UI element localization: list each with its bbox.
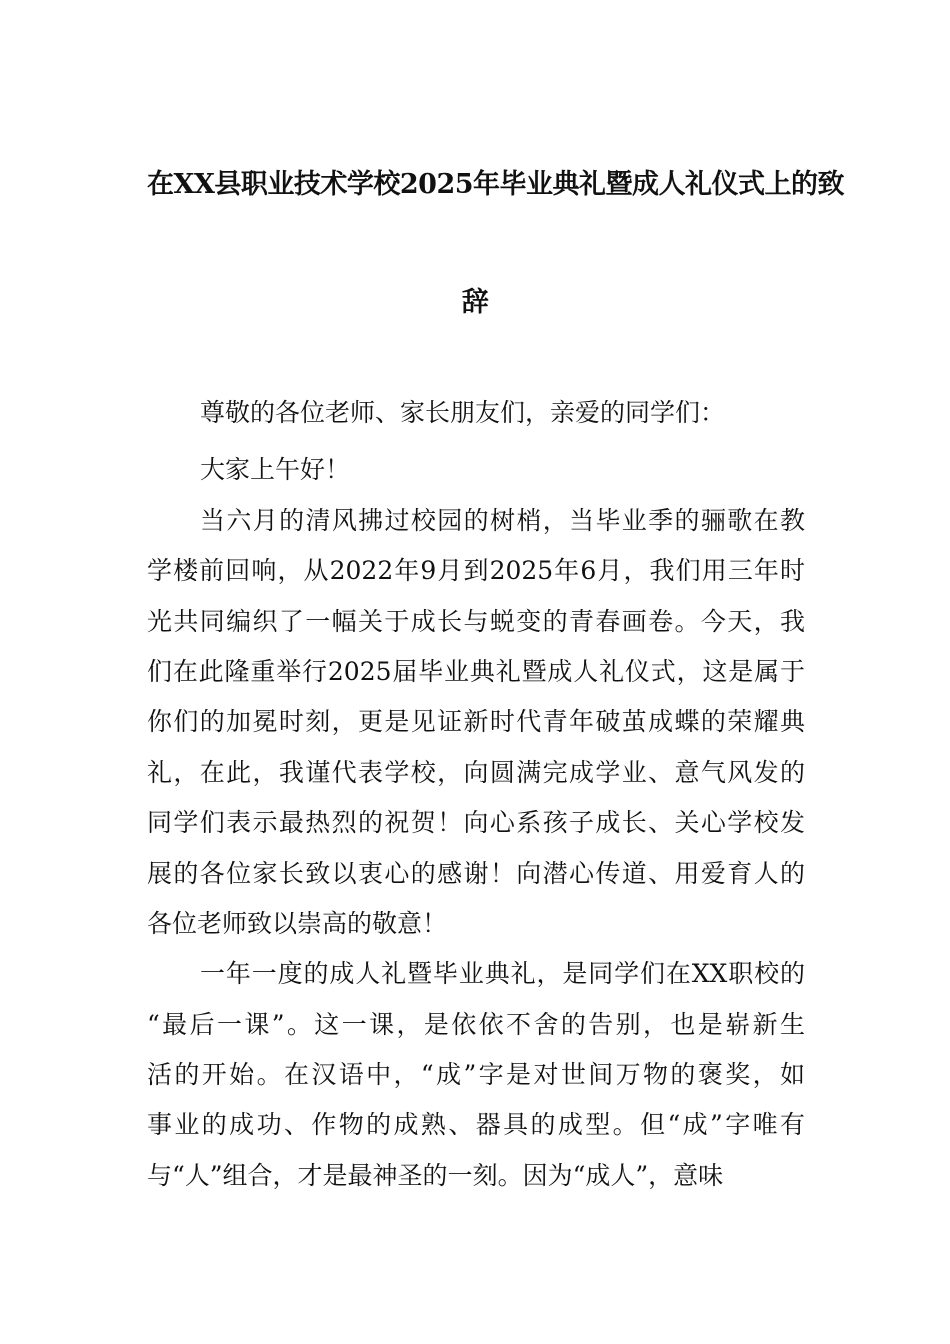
- text-line: 学楼前回响，从2022年9月到2025年6月，我们用三年时: [147, 556, 805, 586]
- paragraph: [147, 496, 805, 950]
- text-line: 光共同编织了一幅关于成长与蜕变的青春画卷。今天，我: [147, 606, 805, 636]
- text-line: 尊敬的各位老师、家长朋友们，亲爱的同学们：: [200, 398, 726, 427]
- text-line: 大家上午好！: [200, 455, 351, 485]
- text-line: 一年一度的成人礼暨毕业典礼，是同学们在XX职校的: [200, 959, 805, 989]
- greeting: [147, 445, 805, 495]
- text-line: 与“人”组合，才是最神圣的一刻。因为“成人”，意味: [147, 1160, 724, 1190]
- document-title-continued: 辞: [461, 287, 489, 318]
- text-line: 你们的加冕时刻，更是见证新时代青年破茧成蝶的荣耀典: [147, 707, 805, 737]
- text-line: 活的开始。在汉语中，“成”字是对世间万物的褒奖，如: [147, 1060, 805, 1090]
- document-body: [147, 388, 805, 1201]
- salutation: [147, 388, 805, 438]
- text-line: 们在此隆重举行2025届毕业典礼暨成人礼仪式，这是属于: [147, 656, 805, 686]
- text-line: “最后一课”。这一课，是依依不舍的告别，也是崭新生: [147, 1009, 805, 1039]
- text-line: 礼，在此，我谨代表学校，向圆满完成学业、意气风发的: [147, 757, 805, 787]
- paragraph: [147, 949, 805, 1201]
- text-line: 事业的成功、作物的成熟、器具的成型。但“成”字唯有: [147, 1110, 805, 1140]
- text-line: 各位老师致以崇高的敬意！: [147, 908, 448, 938]
- text-line: 展的各位家长致以衷心的感谢！向潜心传道、用爱育人的: [147, 858, 805, 888]
- document-title: 在XX县职业技术学校2025年毕业典礼暨成人礼仪式上的致: [147, 169, 845, 200]
- text-line: 当六月的清风拂过校园的树梢，当毕业季的骊歌在教: [200, 505, 805, 535]
- text-line: 同学们表示最热烈的祝贺！向心系孩子成长、关心学校发: [147, 808, 805, 838]
